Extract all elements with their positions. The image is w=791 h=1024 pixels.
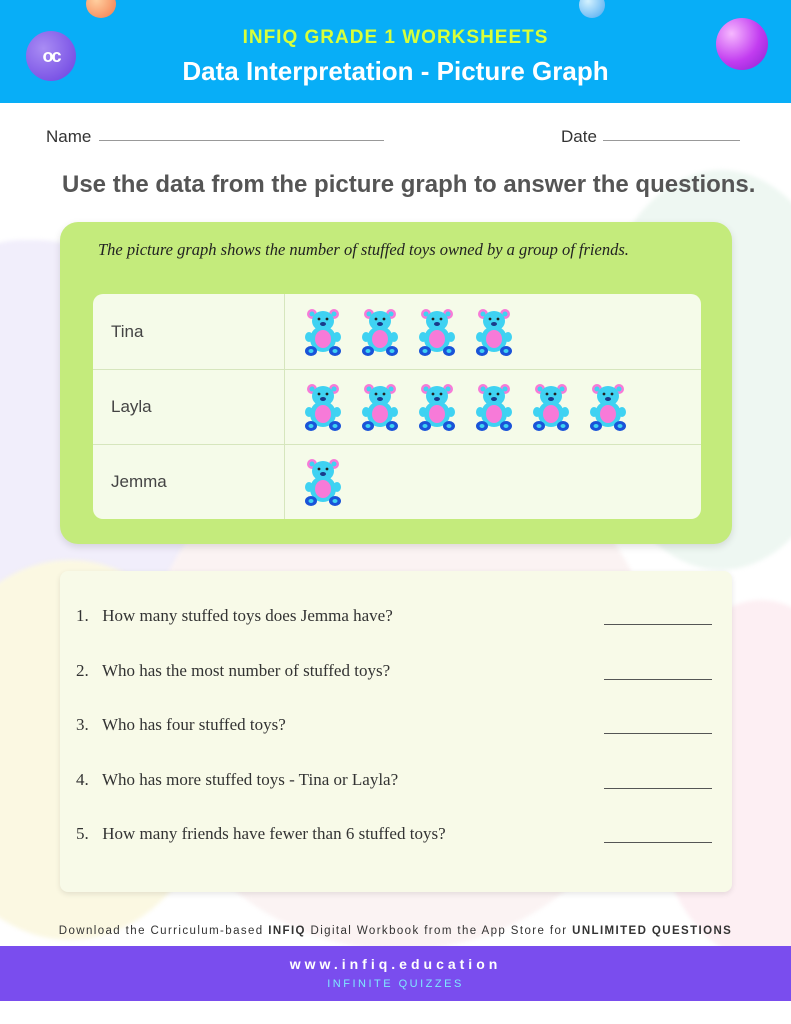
teddy-bear-icon [360,382,400,432]
graph-row [93,369,701,445]
row-icons [303,444,343,519]
instruction-heading: Use the data from the picture graph to answer the questions. [62,171,756,198]
footer-tagline: INFINITE QUIZZES [327,978,464,990]
picture-graph-table [93,294,701,519]
answer-line[interactable] [604,679,712,680]
question-number: 2. [76,661,89,680]
teddy-bear-icon [588,382,628,432]
answer-line[interactable] [604,788,712,789]
decorative-ball [716,18,768,70]
promo-text [0,925,791,937]
promo-pre: Download the Curriculum-based [58,925,264,937]
decorative-ball [86,0,116,18]
logo-text: oc [42,45,60,66]
promo-brand: INFIQ [268,925,306,937]
teddy-bear-icon [360,307,400,357]
answer-line[interactable] [604,733,712,734]
date-field[interactable] [603,140,740,141]
question-item [76,824,716,844]
question-text: Who has the most number of stuffed toys? [101,661,391,680]
teddy-bear-icon [531,382,571,432]
row-name: Jemma [93,444,285,519]
answer-line[interactable] [604,624,712,625]
question-text: Who has four stuffed toys? [101,715,286,734]
worksheet-title: Data Interpretation - Picture Graph [182,56,609,86]
teddy-bear-icon [417,382,457,432]
questions-card [60,571,732,892]
teddy-bear-icon [303,307,343,357]
question-item [76,715,716,735]
teddy-bear-icon [417,307,457,357]
header-banner [0,0,791,103]
date-label: Date [561,127,597,146]
teddy-bear-icon [303,457,343,507]
decorative-ball [579,0,605,18]
question-item [76,606,716,626]
question-text: Who has more stuffed toys - Tina or Layla? [101,770,399,789]
question-item [76,661,716,681]
promo-post: UNLIMITED QUESTIONS [572,925,733,937]
teddy-bear-icon [474,307,514,357]
brand-title: INFIQ GRADE 1 WORKSHEETS [242,27,549,48]
graph-row [93,294,701,370]
row-name: Layla [93,369,285,444]
answer-line[interactable] [604,842,712,843]
question-number: 3. [76,715,89,734]
name-field[interactable] [99,140,384,141]
footer-banner [0,946,791,1001]
graph-caption: The picture graph shows the number of stuffed toys owned by a group of friends. [98,240,629,259]
question-number: 4. [76,770,89,789]
name-label: Name [46,127,92,146]
promo-mid: Digital Workbook from the App Store for [310,925,568,937]
question-item [76,770,716,790]
teddy-bear-icon [303,382,343,432]
question-text: How many friends have fewer than 6 stuffed toys? [102,824,446,843]
picture-graph-card [60,222,732,544]
row-icons [303,294,514,369]
website-link[interactable]: www.infiq.education [289,956,502,972]
question-number: 5. [76,824,89,843]
teddy-bear-icon [474,382,514,432]
row-icons [303,369,628,444]
graph-row [93,444,701,519]
row-name: Tina [93,294,285,369]
question-number: 1. [76,606,89,625]
question-text: How many stuffed toys does Jemma have? [102,606,393,625]
